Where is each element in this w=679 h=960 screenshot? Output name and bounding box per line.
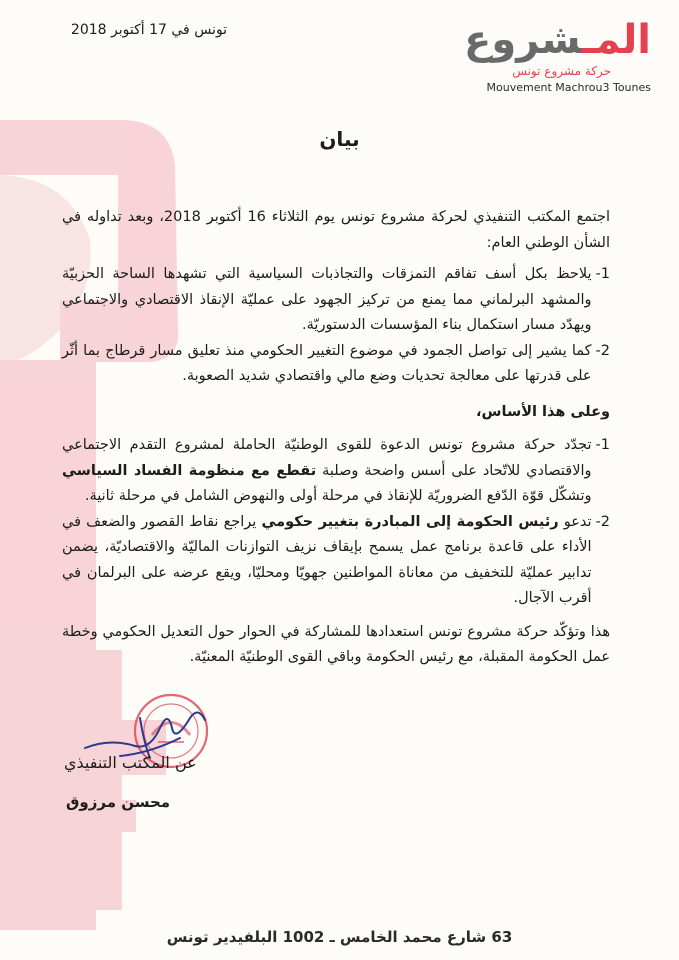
document-date: تونس في 17 أكتوبر 2018 xyxy=(70,22,228,38)
signature-office: عن المكتب التنفيذي xyxy=(64,753,197,772)
resolution-item xyxy=(62,510,610,612)
text-segment: تجدّد حركة مشروع تونس الدعوة للقوى الوطنيّة الحاملة لمشروع التقدم الاجتماعي والاقتصادي للاتّحاد على أسس واضحة وصلبة xyxy=(62,437,592,479)
item-text xyxy=(62,510,592,612)
item-number: 2- xyxy=(595,513,610,530)
logo-wordmark xyxy=(464,18,651,62)
item-text xyxy=(62,433,592,510)
document-title: بيان xyxy=(319,127,360,151)
intro-paragraph: اجتمع المكتب التنفيذي لحركة مشروع تونس يوم الثلاثاء 16 أكتوبر 2018، وبعد تداوله في الشأن الوطني العام: xyxy=(62,209,610,251)
footer-address: 63 شارع محمد الخامس ـ 1002 البلفيدير تونس xyxy=(166,928,513,946)
logo-latin-name: Mouvement Machrou3 Tounes xyxy=(486,81,651,94)
observation-item xyxy=(62,262,610,339)
logo-word-red: المـ xyxy=(581,17,651,63)
brand-logo xyxy=(461,18,651,96)
text-segment: وتشكّل قوّة الدّفع الضروريّة للإنقاذ في مرحلة أولى والنهوض الشامل في مرحلة ثانية. xyxy=(84,488,592,504)
observation-item xyxy=(62,339,610,390)
item-number: 1- xyxy=(595,437,610,453)
item-number: 1- xyxy=(595,266,610,282)
text-segment: يراجع نقاط القصور والضعف في الأداء على قاعدة برنامج عمل يسمح بإيقاف نزيف التوازنات الماليّة والاقتصاديّة، يضمن تدابير عمليّة للتخفيف من معاناة المواطنين جهويّا ومحليّا، ويقع عرضه على البرلمان في أقرب الآجال. xyxy=(62,513,592,606)
statement-body xyxy=(62,205,610,677)
signatory-name: محسن مرزوق xyxy=(66,793,171,811)
logo-subtitle: حركة مشروع تونس xyxy=(512,64,611,78)
basis-heading: وعلى هذا الأساس، xyxy=(476,403,610,420)
item-text: كما يشير إلى تواصل الجمود في موضوع التغيير الحكومي منذ تعليق مسار قرطاج بما أثّر على قدرتها على معالجة تحديات وضع مالي واقتصادي شديد الصعوبة. xyxy=(62,342,592,384)
resolution-item xyxy=(62,433,610,510)
item-number: 2- xyxy=(595,342,610,359)
text-emphasis: رئيس الحكومة إلى المبادرة بتغيير حكومي xyxy=(261,513,559,530)
text-segment: تدعو xyxy=(558,513,592,530)
item-text: يلاحظ بكل أسف تفاقم التمزقات والتجاذبات السياسية التي تشهدها الساحة الحزبيّة والمشهد البرلماني مما يمنع من تركيز الجهود على عمليّة الإنقاذ الاقتصادي والاجتماعي ويهدّد مسار استكمال بناء المؤسسات الدستوريّة. xyxy=(62,266,592,333)
logo-word-gray: شروع xyxy=(464,17,582,63)
text-emphasis: تقطع مع منظومة الفساد السياسي xyxy=(62,462,317,479)
closing-paragraph: هذا وتؤكّد حركة مشروع تونس استعدادها للمشاركة في الحوار حول التعديل الحكومي وخطة عمل الحكومة المقبلة، مع رئيس الحكومة وباقي القوى الوطنيّة المعنيّة. xyxy=(62,623,610,665)
